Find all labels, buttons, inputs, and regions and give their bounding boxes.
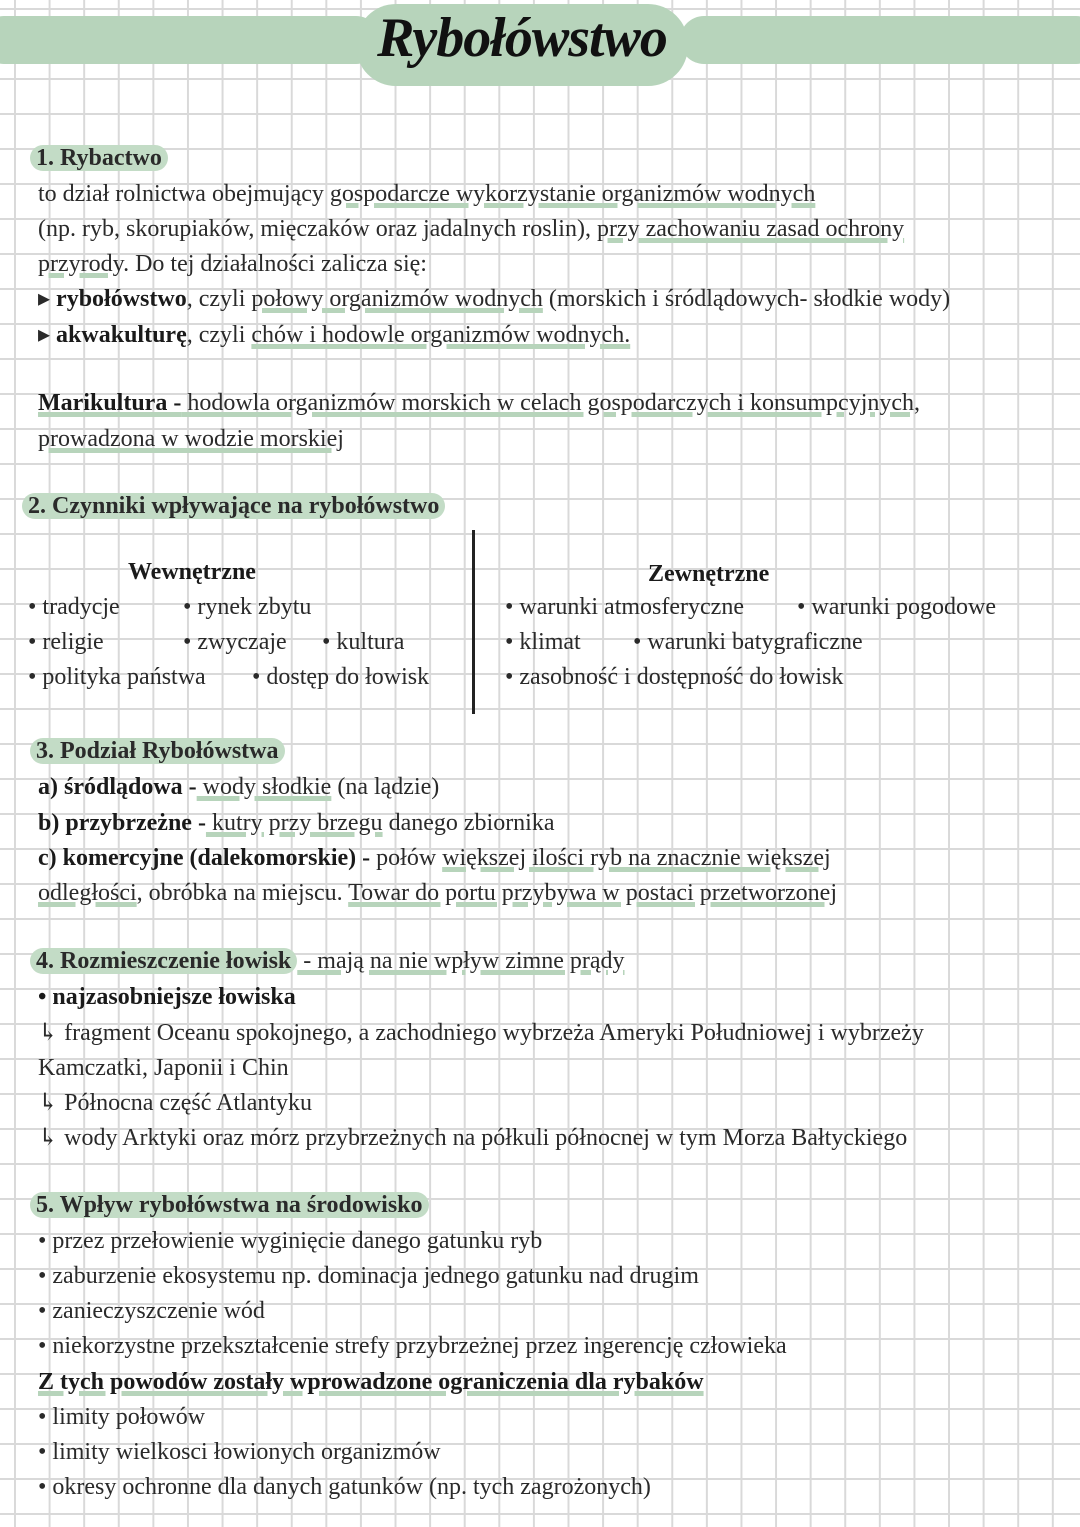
fishery-item: ↳ fragment Oceanu spokojnego, a zachodniego wybrzeża Ameryki Południowej i wybrzeży bbox=[38, 1020, 924, 1046]
effect-item: • zaburzenie ekosystemu np. dominacja jednego gatunku nad drugim bbox=[38, 1263, 699, 1289]
section-3-heading: 3. Podział Rybołówstwa bbox=[30, 738, 285, 764]
fishery-item: ↳ wody Arktyki oraz mórz przybrzeżnych na półkuli północnej w tym Morza Bałtyckiego bbox=[38, 1125, 908, 1151]
bullet-rybolowstwo bbox=[38, 283, 950, 315]
term: Marikultura - bbox=[38, 390, 182, 416]
term: a) śródlądowa - bbox=[38, 774, 197, 800]
paragraph-line bbox=[38, 178, 815, 210]
restriction-item: • okresy ochronne dla danych gatunków (np. tych zagrożonych) bbox=[38, 1474, 651, 1500]
subheading: • najzasobniejsze łowiska bbox=[38, 984, 296, 1010]
text: , czyli bbox=[186, 322, 252, 348]
text: to dział rolnictwa obejmujący bbox=[38, 181, 330, 207]
marikultura-line bbox=[38, 387, 920, 419]
paragraph-line bbox=[38, 248, 427, 280]
page-title: Rybołówstwo bbox=[377, 7, 667, 69]
restriction-item: • limity połowów bbox=[38, 1404, 206, 1430]
factor: • rynek zbytu bbox=[183, 594, 312, 620]
section-1-heading: 1. Rybactwo bbox=[30, 145, 168, 171]
text: (morskich i śródlądowych- słodkie wody) bbox=[542, 286, 951, 312]
text: (na lądzie) bbox=[331, 774, 440, 800]
factor: • klimat bbox=[505, 629, 581, 655]
underlined-text: Towar do portu przybywa w postaci przetworzonej bbox=[348, 880, 837, 906]
factor: • dostęp do łowisk bbox=[252, 664, 430, 690]
internal-title: Wewnętrzne bbox=[128, 559, 256, 585]
triangle-bullet-icon: ▸ bbox=[38, 322, 57, 348]
factor: • polityka państwa bbox=[28, 664, 206, 690]
underlined-text: połowy organizmów wodnych bbox=[251, 286, 543, 312]
section-4-heading: 4. Rozmieszczenie łowisk bbox=[30, 948, 297, 974]
factor: • tradycje bbox=[28, 594, 120, 620]
effect-item: • zanieczyszczenie wód bbox=[38, 1298, 265, 1324]
division-c bbox=[38, 842, 831, 874]
restrictions-heading: Z tych powodów zostały wprowadzone ograniczenia dla rybaków bbox=[38, 1369, 704, 1395]
fishery-item: Kamczatki, Japonii i Chin bbox=[38, 1055, 289, 1081]
text: (np. ryb, skorupiaków, mięczaków oraz jadalnych roslin), bbox=[38, 216, 597, 242]
text: , czyli bbox=[186, 286, 252, 312]
title-bar-left bbox=[0, 16, 380, 64]
underlined-text: przy zachowaniu zasad ochrony bbox=[596, 216, 905, 242]
triangle-bullet-icon: ▸ bbox=[38, 286, 57, 312]
heading-note: - mają na nie wpływ zimne prądy bbox=[297, 948, 625, 974]
restriction-item: • limity wielkosci łowionych organizmów bbox=[38, 1439, 441, 1465]
section-2-heading: 2. Czynniki wpływające na rybołówstwo bbox=[22, 493, 445, 519]
division-c-cont bbox=[38, 877, 837, 909]
division-a bbox=[38, 771, 439, 803]
effect-item: • przez przełowienie wyginięcie danego gatunku ryb bbox=[38, 1228, 543, 1254]
text: połów bbox=[370, 845, 443, 871]
effect-item: • niekorzystne przekształcenie strefy przybrzeżnej przez ingerencję człowieka bbox=[38, 1333, 787, 1359]
division-b bbox=[38, 807, 555, 839]
text: , obróbka na miejscu. bbox=[136, 880, 349, 906]
text: . Do tej działalności zalicza się: bbox=[123, 251, 427, 277]
underlined-text: gospodarcze wykorzystanie organizmów wodnych bbox=[329, 181, 816, 207]
underlined-text: wody słodkie bbox=[196, 774, 332, 800]
term: b) przybrzeżne - bbox=[38, 810, 206, 836]
factor: • religie bbox=[28, 629, 104, 655]
term: rybołówstwo bbox=[56, 286, 187, 312]
factor: • zasobność i dostępność do łowisk bbox=[505, 664, 844, 690]
external-title: Zewnętrzne bbox=[648, 561, 770, 587]
term: c) komercyjne (dalekomorskie) - bbox=[38, 845, 371, 871]
factor: • warunki batygraficzne bbox=[633, 629, 863, 655]
bullet-akwakultura bbox=[38, 319, 630, 351]
factor: • warunki pogodowe bbox=[797, 594, 997, 620]
fishery-item: ↳ Północna część Atlantyku bbox=[38, 1090, 313, 1116]
factor: • warunki atmosferyczne bbox=[505, 594, 744, 620]
underlined-text: kutry przy brzegu bbox=[205, 810, 383, 836]
term: akwakulturę bbox=[56, 322, 187, 348]
section-5-heading: 5. Wpływ rybołówstwa na środowisko bbox=[30, 1192, 429, 1218]
underlined-text: przyrody bbox=[38, 251, 124, 277]
marikultura-line-2: prowadzona w wodzie morskiej bbox=[38, 426, 344, 452]
factor: • kultura bbox=[322, 629, 405, 655]
paragraph-line bbox=[38, 213, 904, 245]
underlined-text: hodowla organizmów morskich w celach gospodarczych i konsumpcyjnych, bbox=[181, 390, 921, 416]
underlined-text: odległości bbox=[38, 880, 137, 906]
text: danego zbiornika bbox=[382, 810, 555, 836]
factor: • zwyczaje bbox=[183, 629, 287, 655]
column-divider bbox=[472, 530, 475, 714]
underlined-text: chów i hodowle organizmów wodnych. bbox=[251, 322, 631, 348]
title-bar-right bbox=[680, 16, 1080, 64]
underlined-text: większej ilości ryb na znacznie większej bbox=[442, 845, 831, 871]
